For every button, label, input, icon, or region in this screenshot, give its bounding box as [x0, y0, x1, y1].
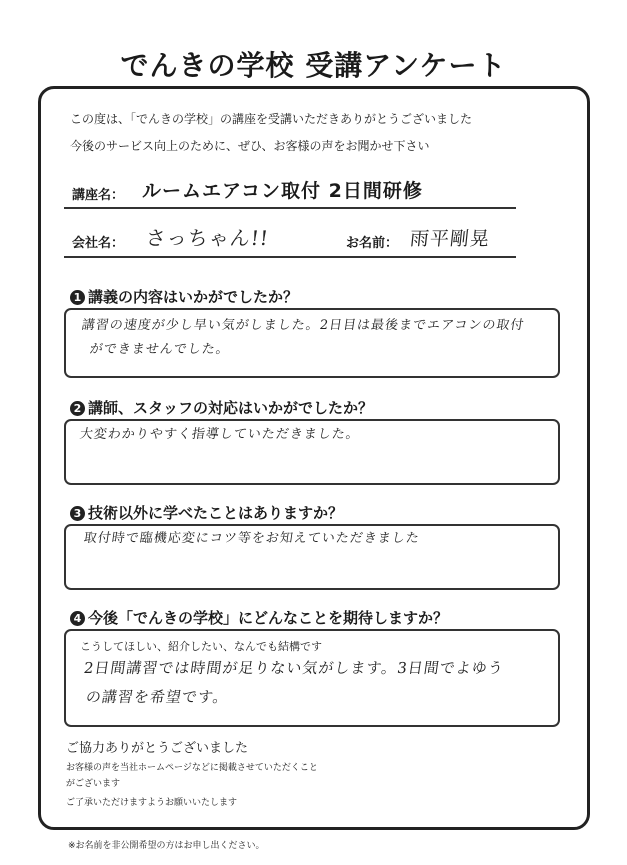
question-1-text: 講義の内容はいかがでしたか？ — [88, 288, 299, 306]
consent-line-2: がございます — [66, 779, 121, 789]
answer-2-line-1: 大変わかりやすく指導していただきました。 — [78, 427, 361, 442]
intro-line-2: 今後のサービス向上のために、ぜひ、お客様の声をお聞かせ下さい — [70, 139, 430, 153]
question-3-text: 技術以外に学べたことはありますか？ — [88, 504, 344, 522]
consent-line-3: ご了承いただけますようお願いいたします — [66, 798, 238, 808]
customer-name-label: お名前： — [346, 236, 399, 251]
course-name: ルームエアコン取付 2日間研修 — [142, 180, 423, 202]
company-label: 会社名： — [72, 236, 125, 251]
page-title: でんきの学校 受講アンケート — [120, 49, 507, 82]
company-value: さっちゃん!! — [144, 226, 271, 250]
answer-4-line-2: の講習を希望です。 — [84, 688, 231, 706]
question-number-3: 3 — [70, 506, 85, 521]
question-4-text: 今後「でんきの学校」にどんなことを期待しますか？ — [88, 609, 449, 627]
answer-4-hint: こうしてほしい、紹介したい、なんでも結構です — [80, 640, 322, 653]
answer-1-line-1: 講習の速度が少し早い気がしました。2日目は最後までエアコンの取付 — [80, 318, 526, 333]
question-3 — [70, 502, 343, 523]
thanks-text: ご協力ありがとうございました — [66, 741, 249, 756]
answer-4-line-1: 2日間講習では時間が足りない気がします。3日間でよゆう — [82, 659, 506, 677]
question-1 — [70, 286, 298, 307]
answer-3-line-1: 取付時で臨機応変にコツ等をお知えていただきました — [82, 531, 421, 546]
course-label: 講座名： — [72, 188, 125, 203]
footnote: ※お名前を非公開希望の方はお申し出ください。 — [68, 841, 265, 851]
question-number-2: 2 — [70, 401, 85, 416]
question-number-1: 1 — [70, 290, 85, 305]
consent-line-1: お客様の声を当社ホームページなどに掲載させていただくこと — [66, 763, 318, 773]
customer-name-value: 雨平剛晃 — [408, 228, 492, 250]
question-2 — [70, 397, 373, 418]
question-2-text: 講師、スタッフの対応はいかがでしたか？ — [88, 399, 374, 417]
answer-1-line-2: ができませんでした。 — [88, 342, 231, 357]
intro-line-1: この度は、「でんきの学校」の講座を受講いただきありがとうございました — [70, 112, 473, 126]
name-underline — [64, 256, 516, 258]
question-4 — [70, 607, 448, 628]
course-underline — [64, 207, 516, 209]
question-number-4: 4 — [70, 611, 85, 626]
